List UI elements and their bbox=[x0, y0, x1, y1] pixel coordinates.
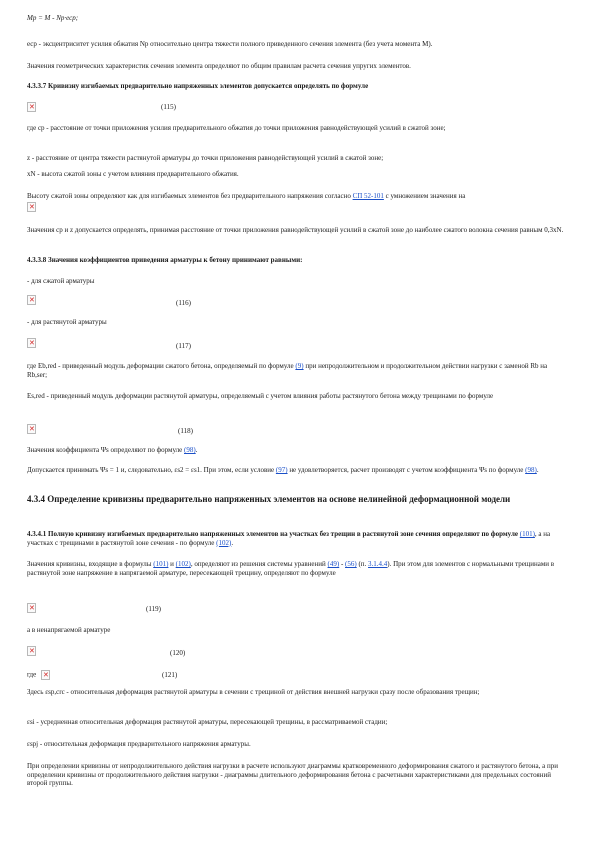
equation-120 bbox=[27, 644, 36, 658]
text-cp-definition: где ср - расстояние от точки приложения усилия предварительного обжатия до точки приложения равнодействующей усилий в сжатой зоне; bbox=[27, 124, 446, 132]
missing-image-icon bbox=[27, 102, 36, 112]
text-eb-red-definition: где Eb,red - приведенный модуль деформации сжатого бетона, определяемый по формуле (9) при непродолжительном и продолжительном действии нагрузки с заменой Rb на Rb,ser; bbox=[27, 362, 548, 379]
text-espj: εspj - относительная деформация предварительного напряжения арматуры. bbox=[27, 740, 251, 748]
equation-number-116: (116) bbox=[176, 299, 191, 307]
link-formula-97[interactable]: (97) bbox=[275, 466, 288, 474]
formula-line-mp: Мр = М - Nр·еср; bbox=[27, 14, 79, 22]
link-formula-9[interactable]: (9) bbox=[295, 362, 304, 370]
equation-number-115: (115) bbox=[161, 103, 176, 111]
text-compressed-zone: Высоту сжатой зоны определяют как для изгибаемых элементов без предварительного напряжения согласно СП 52-101 с умножением значения на bbox=[27, 192, 466, 200]
text-esp-crc: Здесь εsp,crc - относительная деформация растянутой арматуры в сечении с трещиной от действия внешней нагрузки сразу после образования трещин; bbox=[27, 688, 480, 696]
clause-4341: 4.3.4.1 Полную кривизну изгибаемых предварительно напряженных элементов на участках без трещин в растянутой зоне сечения определяют по формуле (101), а на участках с трещинами в растянутой зоне сечения - по формуле (102). bbox=[27, 530, 551, 547]
text-z-definition: z - расстояние от центра тяжести растянутой арматуры до точки приложения равнодействующей усилий в сжатой зоне; bbox=[27, 154, 384, 162]
missing-image-icon bbox=[27, 295, 36, 305]
equation-116 bbox=[27, 293, 36, 307]
text-geometry-note: Значения геометрических характеристик сечения элемента определяют по общим правилам расчета сечения упругих элементов. bbox=[27, 62, 411, 70]
text-non-prestressed: а в ненапрягаемой арматуре bbox=[27, 626, 111, 634]
link-formula-101-b[interactable]: (101) bbox=[153, 560, 169, 568]
missing-image-icon bbox=[27, 424, 36, 434]
link-formula-102[interactable]: (102) bbox=[216, 538, 232, 547]
clause-4338: 4.3.3.8 Значения коэффициентов приведения арматуры к бетону принимают равными: bbox=[27, 256, 303, 264]
missing-image-icon bbox=[27, 646, 36, 656]
missing-image-icon bbox=[41, 670, 50, 680]
text-psi-s-simplification: Допускается принимать Ψs = 1 и, следовательно, εs2 = εs1. При этом, если условие (97) не удовлетворяется, расчет производят с учетом коэффициента Ψs по формуле (98). bbox=[27, 466, 539, 474]
link-sp-52-101[interactable]: СП 52-101 bbox=[352, 192, 384, 200]
link-formula-101[interactable]: (101) bbox=[519, 530, 535, 538]
link-formula-49[interactable]: (49) bbox=[327, 560, 340, 568]
text-esi: εsi - усредненная относительная деформация растянутой арматуры, пересекающей трещины, в рассматриваемой стадии; bbox=[27, 718, 388, 726]
clause-4337: 4.3.3.7 Кривизну изгибаемых предварительно напряженных элементов допускается определять по формуле bbox=[27, 82, 369, 90]
link-formula-98[interactable]: (98) bbox=[184, 446, 196, 454]
missing-image-icon bbox=[27, 338, 36, 348]
equation-119 bbox=[27, 601, 36, 615]
equation-number-120: (120) bbox=[170, 649, 186, 657]
equation-number-121: (121) bbox=[162, 671, 178, 679]
equation-number-118: (118) bbox=[178, 427, 193, 435]
text-ecp-definition: еср - эксцентриситет усилия обжатия Np относительно центра тяжести полного приведенного сечения элемента (без учета момента М). bbox=[27, 40, 433, 48]
text-diagram-note: При определении кривизны от непродолжительного действия нагрузки в расчете используют диаграммы кратковременного деформирования сжатого и растянутого бетона, а при определении кривизны от продолжительного действия нагрузки - диаграммы длительного деформирования бетона с расчетными характеристиками для предельных состояний второй группы. bbox=[27, 762, 559, 788]
text-xn-definition: хN - высота сжатой зоны с учетом влияния предварительного обжатия. bbox=[27, 170, 239, 178]
equation-inline-multiplier bbox=[27, 200, 36, 214]
link-formula-102-b[interactable]: (102) bbox=[175, 560, 191, 568]
text-curvature-solution: Значения кривизны, входящие в формулы (101) и (102), определяют из решения системы уравнений (49) - (56) (п. 3.1.4.4). При этом для элементов с нормальными трещинами в растянутой зоне напряжение в напрягаемой арматуре, пересекающей трещину, определяют по формуле bbox=[27, 560, 555, 577]
link-formula-98-b[interactable]: (98) bbox=[525, 466, 537, 474]
text-where-121: где ✕ bbox=[27, 670, 564, 680]
equation-number-117: (117) bbox=[176, 342, 191, 350]
text-cp-z-approx: Значения ср и z допускается определять, принимая расстояние от точки приложения равнодействующей усилий в сжатой зоне до наиболее сжатого волокна сечения равным 0,3хN. bbox=[27, 226, 564, 234]
equation-117 bbox=[27, 336, 36, 350]
equation-115 bbox=[27, 100, 36, 114]
text-es-red-definition: Es,red - приведенный модуль деформации растянутой арматуры, определяемый с учетом влияния работы растянутого бетона между трещинами по формуле bbox=[27, 392, 494, 400]
text-compressed-reinforcement: - для сжатой арматуры bbox=[27, 277, 95, 285]
equation-number-119: (119) bbox=[146, 605, 161, 613]
text-tensile-reinforcement: - для растянутой арматуры bbox=[27, 318, 107, 326]
link-formula-56[interactable]: (56) bbox=[345, 560, 357, 568]
equation-118 bbox=[27, 422, 36, 436]
section-heading-434: 4.3.4 Определение кривизны предварительно напряженных элементов на основе нелинейной деформационной модели bbox=[27, 494, 511, 504]
link-clause-3144[interactable]: 3.1.4.4 bbox=[368, 560, 388, 568]
missing-image-icon bbox=[27, 603, 36, 613]
missing-image-icon bbox=[27, 202, 36, 212]
text-psi-s: Значения коэффициента Ψs определяют по формуле (98). bbox=[27, 446, 198, 454]
